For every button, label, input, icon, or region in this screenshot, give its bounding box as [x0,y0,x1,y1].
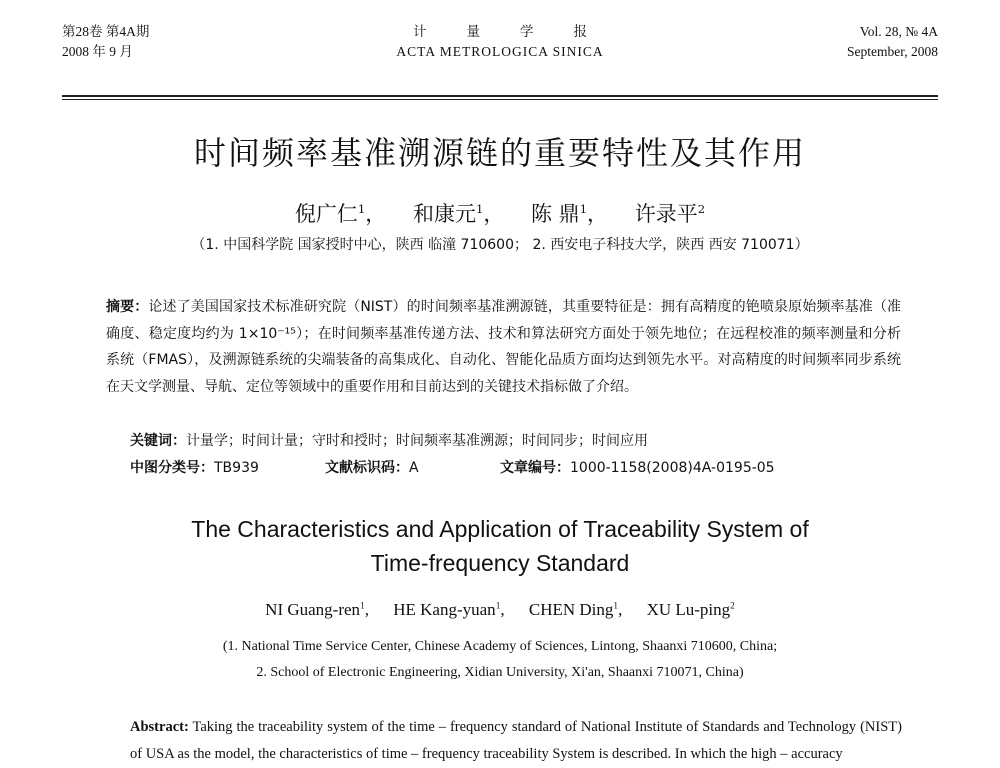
classification-line [130,457,850,477]
affiliation-en-line1: (1. National Time Service Center, Chinese Academy of Sciences, Lintong, Shaanxi 710600, China; [222,639,778,654]
header-rule-thick [62,95,938,97]
running-header-right [847,22,938,62]
doc-code-label: 文献标识码： [325,460,409,476]
clc-label: 中图分类号： [130,460,214,476]
paper-title-cn: 时间频率基准溯源链的重要特性及其作用 [193,134,806,172]
journal-name-en: ACTA METROLOGICA SINICA [396,44,604,59]
abstract-en-text: Taking the traceability system of the time – frequency standard of National Institute of Standards and Technology (NIST) of USA as the model, the characteristics of time – frequency traceability System is described. In which the high – accuracy [130,719,902,762]
volume-cn: 第28卷 第4A期 [62,24,150,39]
keywords-label: 关键词： [130,433,186,449]
abstract-cn-label: 摘要： [106,299,149,315]
date-cn: 2008 年 9 月 [62,44,133,59]
doc-code-value: A [409,460,419,476]
author-en: CHEN Ding$^1$, [528,600,623,619]
journal-name-cn: 计量学报 [413,24,627,39]
author-en: NI Guang-ren$^1$, [265,600,369,619]
article-no-label: 文章编号： [500,460,570,476]
author-en: HE Kang-yuan$^1$, [393,600,505,619]
volume-en: Vol. 28, № 4A [859,24,938,39]
affiliation-cn: （1. 中国科学院 国家授时中心，陕西 临潼 710600； 2. 西安电子科技大学，陕西 西安 710071） [191,237,809,253]
affiliation-en [0,634,1000,686]
paper-title-en [0,512,1000,580]
author-list-en [0,600,1000,620]
author-cn: 许录平$^2$ [634,202,706,226]
author-cn: 陈 鼎$^1$， [531,202,609,226]
article-no-value: 1000-1158(2008)4A-0195-05 [570,460,775,476]
abstract-cn [106,294,901,400]
keywords-text: 计量学；时间计量；守时和授时；时间频率基准溯源；时间同步；时间应用 [186,433,648,449]
author-cn: 倪广仁$^1$， [294,202,387,226]
author-en: XU Lu-ping$^2$ [646,600,735,619]
paper-title-en-line1: The Characteristics and Application of Traceability System of [191,516,809,542]
abstract-cn-text: 论述了美国国家技术标准研究院（NIST）的时间频率基准溯源链，其重要特征是：拥有高精度的铯喷泉原始频率基准（准确度、稳定度均约为 1×10⁻¹⁵）；在时间频率基准传递方法、技术和算法研究方面处于领先地位；在远程校准的频率测量和分析系统（FMAS），及溯源链系统的尖端装备的高集成化、自动化、智能化品质方面均达到领先水平。对高精度的时间频率同步系统在天文学测量、导航、定位等领域中的重要作用和目前达到的关键技术指标做了介绍。 [106,299,901,395]
paper-title-en-line2: Time-frequency Standard [370,550,630,576]
clc-value: TB939 [214,460,259,476]
author-list-cn [0,198,1000,228]
affiliation-en-line2: 2. School of Electronic Engineering, Xidian University, Xi'an, Shaanxi 710071, China) [256,665,744,680]
header-rule-thin [62,99,938,100]
author-cn: 和康元$^1$， [412,202,505,226]
keywords [130,430,648,450]
date-en: September, 2008 [847,44,938,59]
abstract-en-label: Abstract: [130,719,189,735]
